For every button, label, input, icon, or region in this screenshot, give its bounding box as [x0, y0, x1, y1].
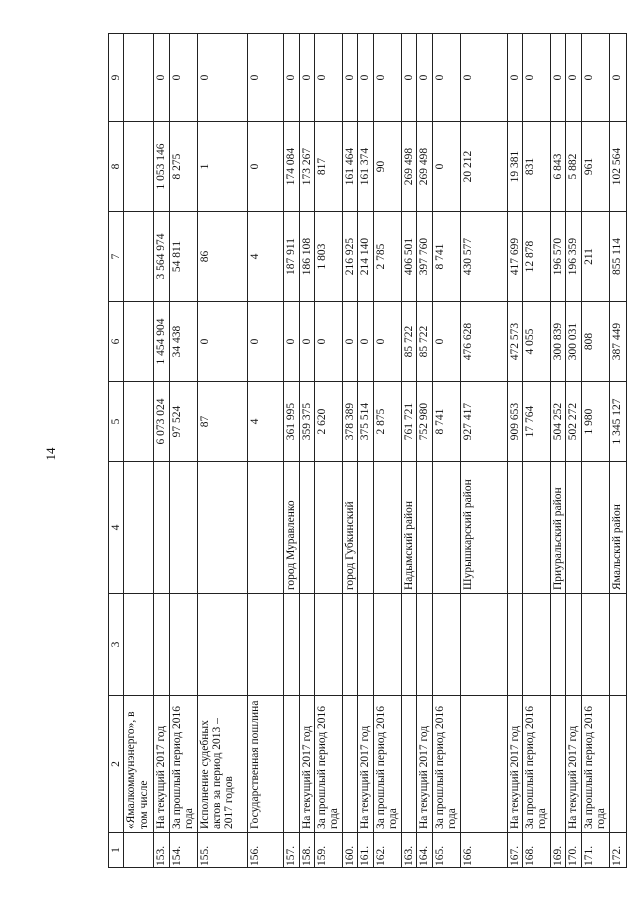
table-cell: 1 345 127: [609, 382, 626, 462]
table-cell: 161 374: [358, 122, 373, 212]
table-cell: 0: [169, 34, 197, 122]
table-cell: [358, 594, 373, 696]
table-row: [197, 34, 247, 868]
table-cell: 196 359: [566, 212, 581, 302]
table-cell: 159.: [315, 833, 343, 868]
table-cell: [124, 462, 154, 594]
table-cell: 430 577: [460, 212, 507, 302]
table-cell: [283, 696, 299, 833]
table-cell: 8 741: [432, 382, 460, 462]
table-cell: 1 454 904: [154, 302, 169, 382]
table-cell: 167.: [507, 833, 522, 868]
table-cell: [197, 594, 247, 696]
table-cell: 162.: [373, 833, 401, 868]
table-cell: 174 084: [283, 122, 299, 212]
table-cell: [124, 382, 154, 462]
table-cell: 752 980: [417, 382, 432, 462]
table-cell: [247, 462, 283, 594]
table-cell: 0: [551, 34, 566, 122]
table-cell: 19 381: [507, 122, 522, 212]
table-cell: 6 073 024: [154, 382, 169, 462]
table-cell: 406 501: [401, 212, 416, 302]
table-cell: [197, 462, 247, 594]
table-cell: [523, 462, 551, 594]
table-cell: 504 252: [551, 382, 566, 462]
table-cell: 0: [283, 302, 299, 382]
table-cell: 0: [358, 34, 373, 122]
table-row: [247, 34, 283, 868]
table-row: [373, 34, 401, 868]
table-row: [154, 34, 169, 868]
table-cell: [124, 302, 154, 382]
table-cell: 4: [247, 382, 283, 462]
table-row: [315, 34, 343, 868]
table-cell: [169, 594, 197, 696]
table-cell: 165.: [432, 833, 460, 868]
table-cell: 170.: [566, 833, 581, 868]
table-row: [401, 34, 416, 868]
table-cell: 186 108: [299, 212, 314, 302]
table-cell: 1: [197, 122, 247, 212]
table-cell: [124, 212, 154, 302]
table-header-row: [109, 34, 124, 868]
table-row: [523, 34, 551, 868]
table-cell: 0: [197, 302, 247, 382]
table-cell: 817: [315, 122, 343, 212]
table-cell: 163.: [401, 833, 416, 868]
table-cell: 8 275: [169, 122, 197, 212]
table-cell: 0: [373, 302, 401, 382]
table-cell: [523, 594, 551, 696]
table-cell: 0: [609, 34, 626, 122]
table-cell: 472 573: [507, 302, 522, 382]
table-cell: [373, 462, 401, 594]
table-cell: 166.: [460, 833, 507, 868]
table-cell: За прошлый период 2016 года: [581, 696, 609, 833]
page-number: 14: [43, 447, 58, 461]
table-cell: [358, 462, 373, 594]
table-cell: [283, 594, 299, 696]
table-cell: 0: [283, 34, 299, 122]
header-cell: 7: [109, 212, 124, 302]
table-cell: 269 498: [417, 122, 432, 212]
table-row: [124, 34, 154, 868]
table-cell: 85 722: [417, 302, 432, 382]
table-cell: 2 620: [315, 382, 343, 462]
table-cell: [124, 122, 154, 212]
table-cell: [581, 462, 609, 594]
table-cell: [124, 594, 154, 696]
table-cell: 54 811: [169, 212, 197, 302]
table-cell: «Ямалкоммунэнерго», в том числе: [124, 696, 154, 833]
table-cell: 909 653: [507, 382, 522, 462]
table-cell: 476 628: [460, 302, 507, 382]
table-cell: 0: [566, 34, 581, 122]
header-cell: 9: [109, 34, 124, 122]
table-row: [551, 34, 566, 868]
table-cell: 1 053 146: [154, 122, 169, 212]
table-cell: 160.: [343, 833, 358, 868]
table-cell: [154, 462, 169, 594]
table-cell: [315, 462, 343, 594]
table-cell: 0: [432, 34, 460, 122]
table-cell: [432, 462, 460, 594]
table-cell: 87: [197, 382, 247, 462]
table-cell: На текущий 2017 год: [417, 696, 432, 833]
table-cell: 831: [523, 122, 551, 212]
table-cell: 85 722: [401, 302, 416, 382]
table-row: [581, 34, 609, 868]
table-cell: 161.: [358, 833, 373, 868]
table-cell: [609, 594, 626, 696]
table-cell: город Муравленко: [283, 462, 299, 594]
table-cell: 0: [299, 34, 314, 122]
table-cell: За прошлый период 2016 года: [373, 696, 401, 833]
table-cell: [247, 594, 283, 696]
table-cell: 20 212: [460, 122, 507, 212]
table-cell: 156.: [247, 833, 283, 868]
table-cell: 808: [581, 302, 609, 382]
header-cell: 8: [109, 122, 124, 212]
table-cell: 0: [373, 34, 401, 122]
table-cell: [609, 696, 626, 833]
table-cell: 502 272: [566, 382, 581, 462]
table-cell: [566, 594, 581, 696]
table-cell: 397 760: [417, 212, 432, 302]
table-cell: На текущий 2017 год: [154, 696, 169, 833]
table-cell: 0: [247, 302, 283, 382]
table-cell: 378 389: [343, 382, 358, 462]
table-cell: 2 785: [373, 212, 401, 302]
table-cell: 168.: [523, 833, 551, 868]
table-row: [283, 34, 299, 868]
table-cell: [343, 696, 358, 833]
header-cell: 4: [109, 462, 124, 594]
table-cell: [124, 833, 154, 868]
table-cell: 196 570: [551, 212, 566, 302]
table-cell: 172.: [609, 833, 626, 868]
table-cell: 0: [432, 302, 460, 382]
rotated-table-frame: [108, 34, 623, 868]
table-cell: [417, 594, 432, 696]
table-cell: 0: [343, 34, 358, 122]
table-row: [609, 34, 626, 868]
table-cell: 961: [581, 122, 609, 212]
table-cell: 0: [417, 34, 432, 122]
table-cell: [581, 594, 609, 696]
table-cell: 211: [581, 212, 609, 302]
table-cell: [315, 594, 343, 696]
table-row: [566, 34, 581, 868]
table-row: [358, 34, 373, 868]
table-cell: 0: [197, 34, 247, 122]
table-cell: На текущий 2017 год: [507, 696, 522, 833]
table-cell: 155.: [197, 833, 247, 868]
table-cell: 0: [358, 302, 373, 382]
table-cell: На текущий 2017 год: [299, 696, 314, 833]
table-cell: 0: [299, 302, 314, 382]
table-cell: [169, 462, 197, 594]
table-cell: 761 721: [401, 382, 416, 462]
table-cell: 90: [373, 122, 401, 212]
header-cell: 6: [109, 302, 124, 382]
table-cell: 171.: [581, 833, 609, 868]
table-cell: 0: [154, 34, 169, 122]
table-cell: 0: [247, 34, 283, 122]
table-cell: 1 803: [315, 212, 343, 302]
table-cell: 214 140: [358, 212, 373, 302]
table-cell: 3 564 974: [154, 212, 169, 302]
table-row: [460, 34, 507, 868]
table-cell: Приуральский район: [551, 462, 566, 594]
table-cell: Ямальский район: [609, 462, 626, 594]
header-cell: 5: [109, 382, 124, 462]
table-cell: 375 514: [358, 382, 373, 462]
table-cell: [343, 594, 358, 696]
table-cell: На текущий 2017 год: [358, 696, 373, 833]
table-cell: Шурышкарский район: [460, 462, 507, 594]
table-cell: 169.: [551, 833, 566, 868]
table-cell: 216 925: [343, 212, 358, 302]
table-cell: 102 564: [609, 122, 626, 212]
table-cell: 2 875: [373, 382, 401, 462]
table-cell: 187 911: [283, 212, 299, 302]
table-cell: 12 878: [523, 212, 551, 302]
table-cell: За прошлый период 2016 года: [315, 696, 343, 833]
table-cell: 4 055: [523, 302, 551, 382]
table-cell: 0: [315, 302, 343, 382]
table-cell: 5 882: [566, 122, 581, 212]
table-cell: [507, 594, 522, 696]
table-cell: 0: [523, 34, 551, 122]
table-cell: [566, 462, 581, 594]
table-cell: 8 741: [432, 212, 460, 302]
header-cell: 3: [109, 594, 124, 696]
table-row: [432, 34, 460, 868]
table-cell: 157.: [283, 833, 299, 868]
table-cell: 0: [507, 34, 522, 122]
table-cell: Исполнение судебных актов за период 2013 – 2017 годов: [197, 696, 247, 833]
budget-table: [108, 33, 627, 868]
table-cell: 300 031: [566, 302, 581, 382]
table-cell: 153.: [154, 833, 169, 868]
table-cell: 0: [401, 34, 416, 122]
table-cell: 0: [460, 34, 507, 122]
table-cell: [417, 462, 432, 594]
table-cell: Государственная пошлина: [247, 696, 283, 833]
table-cell: [401, 696, 416, 833]
table-row: [417, 34, 432, 868]
table-cell: 34 438: [169, 302, 197, 382]
table-cell: 1 980: [581, 382, 609, 462]
table-cell: 4: [247, 212, 283, 302]
table-cell: [507, 462, 522, 594]
table-cell: [460, 696, 507, 833]
table-cell: 97 524: [169, 382, 197, 462]
table-cell: 0: [315, 34, 343, 122]
table-cell: 417 699: [507, 212, 522, 302]
table-cell: 300 839: [551, 302, 566, 382]
table-cell: 0: [581, 34, 609, 122]
table-cell: 161 464: [343, 122, 358, 212]
table-cell: За прошлый период 2016 года: [169, 696, 197, 833]
header-cell: 2: [109, 696, 124, 833]
table-cell: [154, 594, 169, 696]
table-row: [169, 34, 197, 868]
table-row: [343, 34, 358, 868]
table-cell: [551, 594, 566, 696]
table-cell: [124, 34, 154, 122]
table-cell: 154.: [169, 833, 197, 868]
header-cell: 1: [109, 833, 124, 868]
table-cell: На текущий 2017 год: [566, 696, 581, 833]
table-cell: 158.: [299, 833, 314, 868]
table-cell: 164.: [417, 833, 432, 868]
table-cell: 269 498: [401, 122, 416, 212]
table-cell: 6 843: [551, 122, 566, 212]
table-cell: [432, 594, 460, 696]
table-cell: 927 417: [460, 382, 507, 462]
table-cell: [373, 594, 401, 696]
table-cell: [551, 696, 566, 833]
table-cell: 173 267: [299, 122, 314, 212]
table-cell: [299, 462, 314, 594]
table-cell: город Губкинский: [343, 462, 358, 594]
table-cell: За прошлый период 2016 года: [523, 696, 551, 833]
table-cell: 0: [432, 122, 460, 212]
table-cell: За прошлый период 2016 года: [432, 696, 460, 833]
table-cell: 0: [247, 122, 283, 212]
table-cell: 387 449: [609, 302, 626, 382]
table-row: [299, 34, 314, 868]
table-cell: 855 114: [609, 212, 626, 302]
table-cell: 361 995: [283, 382, 299, 462]
table-cell: Надымский район: [401, 462, 416, 594]
table-cell: 17 764: [523, 382, 551, 462]
table-cell: [401, 594, 416, 696]
table-cell: [460, 594, 507, 696]
table-cell: 86: [197, 212, 247, 302]
table-cell: [299, 594, 314, 696]
table-cell: 0: [343, 302, 358, 382]
table-row: [507, 34, 522, 868]
table-cell: 359 375: [299, 382, 314, 462]
